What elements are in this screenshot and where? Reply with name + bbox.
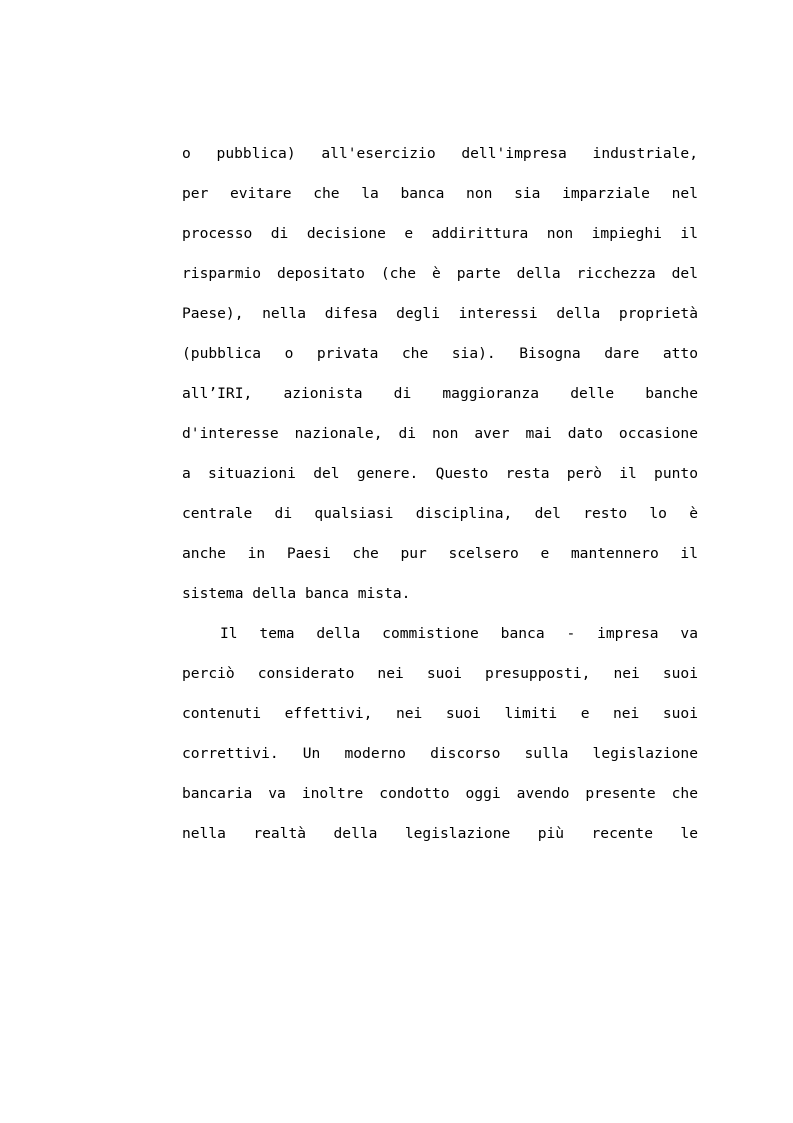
text-line: a situazioni del genere. Questo resta però il punto — [182, 465, 698, 482]
paragraph-start-line: Il tema della commistione banca - impresa va — [220, 625, 698, 642]
text-line: processo di decisione e addirittura non impieghi il — [182, 225, 698, 242]
text-line: perciò considerato nei suoi presupposti, nei suoi — [182, 665, 698, 682]
body-text — [182, 134, 698, 854]
paragraph-end-line: sistema della banca mista. — [182, 585, 411, 602]
text-line: centrale di qualsiasi disciplina, del resto lo è — [182, 505, 698, 522]
text-line: o pubblica) all'esercizio dell'impresa industriale, — [182, 145, 698, 162]
text-line: nella realtà della legislazione più recente le — [182, 825, 698, 842]
text-line: risparmio depositato (che è parte della ricchezza del — [182, 265, 698, 282]
text-line: (pubblica o privata che sia). Bisogna dare atto — [182, 345, 698, 362]
text-line: d'interesse nazionale, di non aver mai dato occasione — [182, 425, 698, 442]
text-line: all’IRI, azionista di maggioranza delle banche — [182, 385, 698, 402]
text-line: correttivi. Un moderno discorso sulla legislazione — [182, 745, 698, 762]
text-line: anche in Paesi che pur scelsero e mantennero il — [182, 545, 698, 562]
text-line: bancaria va inoltre condotto oggi avendo presente che — [182, 785, 698, 802]
text-line: per evitare che la banca non sia imparziale nel — [182, 185, 698, 202]
text-line: Paese), nella difesa degli interessi della proprietà — [182, 305, 698, 322]
text-line: contenuti effettivi, nei suoi limiti e nei suoi — [182, 705, 698, 722]
